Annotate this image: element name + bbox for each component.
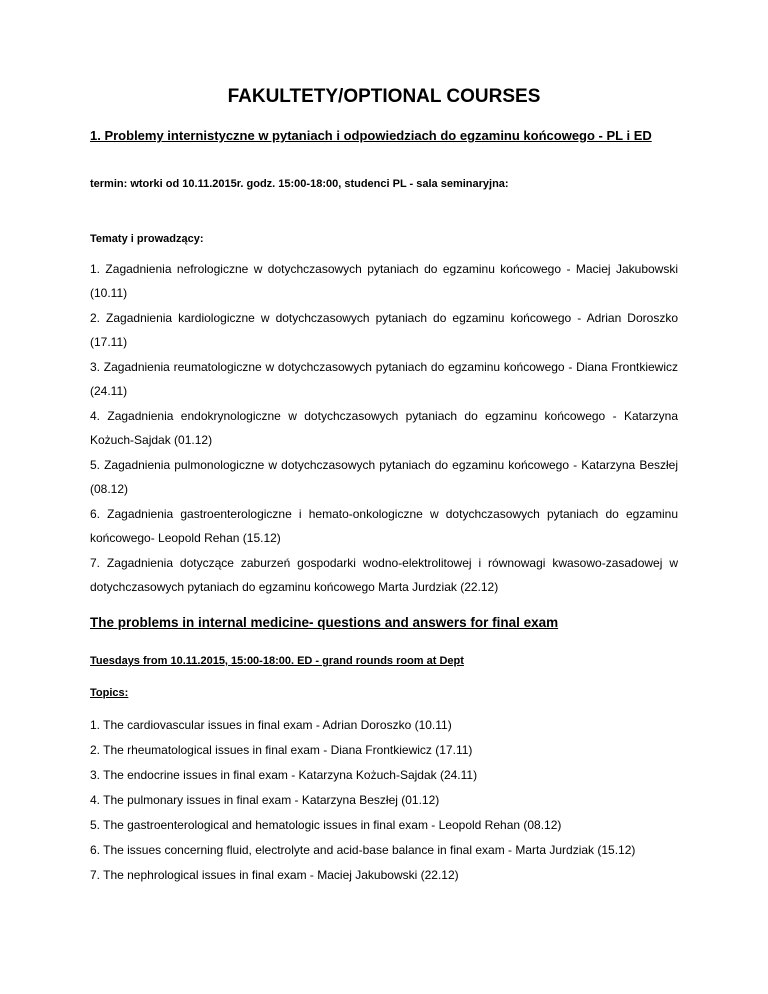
section-pl-topic-list — [90, 257, 678, 600]
section-pl-schedule: termin: wtorki od 10.11.2015r. godz. 15:00-18:00, studenci PL - sala seminaryjna: — [90, 178, 509, 190]
section-en-topic-list — [90, 713, 678, 888]
section-en-schedule: Tuesdays from 10.11.2015, 15:00-18:00. ED - grand rounds room at Dept — [90, 655, 464, 667]
section-pl-topics-label: Tematy i prowadzący: — [90, 233, 204, 245]
list-item: 5. The gastroenterological and hematologic issues in final exam - Leopold Rehan (08.12) — [90, 818, 562, 832]
section-en-heading: The problems in internal medicine- questions and answers for final exam — [90, 615, 559, 630]
list-item: 4. Zagadnienia endokrynologiczne w dotychczasowych pytaniach do egzaminu końcowego - Katarzyna Kożuch-Sajdak (01.12) — [90, 409, 678, 447]
list-item: 2. Zagadnienia kardiologiczne w dotychczasowych pytaniach do egzaminu końcowego - Adrian Doroszko (17.11) — [90, 311, 678, 349]
list-item: 6. Zagadnienia gastroenterologiczne i hemato-onkologiczne w dotychczasowych pytaniach do egzaminu końcowego- Leopold Rehan (15.12) — [90, 507, 678, 545]
list-item: 3. The endocrine issues in final exam - Katarzyna Kożuch-Sajdak (24.11) — [90, 768, 478, 782]
list-item: 4. The pulmonary issues in final exam - Katarzyna Beszłej (01.12) — [90, 793, 440, 807]
list-item: 1. The cardiovascular issues in final exam - Adrian Doroszko (10.11) — [90, 718, 452, 732]
section-pl-heading: 1. Problemy internistyczne w pytaniach i odpowiedziach do egzaminu końcowego - PL i ED — [90, 128, 652, 143]
list-item: 7. Zagadnienia dotyczące zaburzeń gospodarki wodno-elektrolitowej i równowagi kwasowo-zasadowej w dotychczasowych pytaniach do egzaminu końcowego Marta Jurdziak (22.12) — [90, 556, 678, 594]
list-item: 1. Zagadnienia nefrologiczne w dotychczasowych pytaniach do egzaminu końcowego - Maciej Jakubowski (10.11) — [90, 262, 678, 300]
list-item: 6. The issues concerning fluid, electrolyte and acid-base balance in final exam - Marta Jurdziak (15.12) — [90, 843, 636, 857]
list-item: 2. The rheumatological issues in final exam - Diana Frontkiewicz (17.11) — [90, 743, 473, 757]
list-item: 5. Zagadnienia pulmonologiczne w dotychczasowych pytaniach do egzaminu końcowego - Katarzyna Beszłej (08.12) — [90, 458, 678, 496]
section-en-topics-label: Topics: — [90, 687, 129, 699]
list-item: 3. Zagadnienia reumatologiczne w dotychczasowych pytaniach do egzaminu końcowego - Diana Frontkiewicz (24.11) — [90, 360, 678, 398]
list-item: 7. The nephrological issues in final exam - Maciej Jakubowski (22.12) — [90, 868, 459, 882]
page-title: FAKULTETY/OPTIONAL COURSES — [227, 86, 541, 107]
